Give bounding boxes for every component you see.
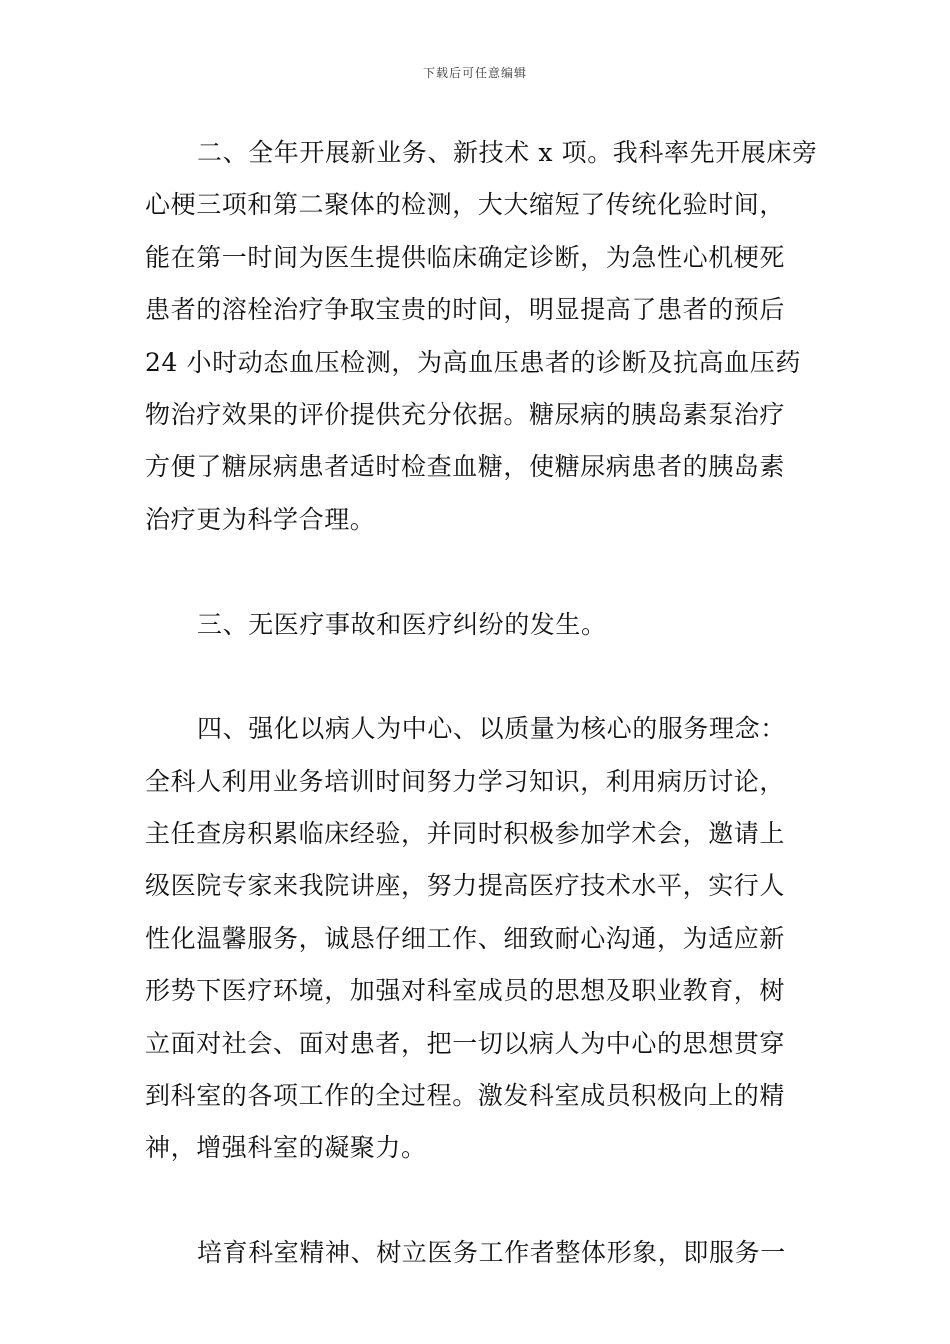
paragraph-5 (145, 1227, 805, 1279)
paragraph-3 (145, 599, 805, 651)
paragraph-line: 物治疗效果的评价提供充分依据。糖尿病的胰岛素泵治疗 (145, 399, 786, 429)
paragraph-spacer (145, 651, 805, 703)
paragraph-line: 能在第一时间为医生提供临床确定诊断，为急性心机梗死 (145, 242, 786, 272)
page-header: 下载后可任意编辑 (422, 66, 527, 80)
paragraph-line: 四、强化以病人为中心、以质量为核心的服务理念： (197, 714, 786, 744)
paragraph-line: 立面对社会、面对患者，把一切以病人为中心的思想贯穿 (145, 1028, 786, 1058)
paragraph-line: 全科人利用业务培训时间努力学习知识，利用病历讨论， (145, 766, 786, 796)
paragraph-4 (145, 703, 805, 1175)
document-body (145, 127, 818, 1280)
paragraph-line: 级医院专家来我院讲座，努力提高医疗技术水平，实行人 (145, 871, 786, 901)
paragraph-line: 心梗三项和第二聚体的检测，大大缩短了传统化验时间， (145, 190, 786, 220)
paragraph-line: 性化温馨服务，诚恳仔细工作、细致耐心沟通，为适应新 (145, 923, 786, 953)
paragraph-line: 主任查房积累临床经验，并同时积极参加学术会，邀请上 (145, 819, 786, 849)
paragraph-line: 二、全年开展新业务、新技术 x 项。我科率先开展床旁 (197, 138, 818, 167)
paragraph-line: 培育科室精神、树立医务工作者整体形象，即服务一 (197, 1238, 786, 1268)
paragraph-line: 到科室的各项工作的全过程。激发科室成员积极向上的精 (145, 1081, 786, 1111)
paragraph-line: 三、无医疗事故和医疗纠纷的发生。 (197, 609, 607, 639)
paragraph-spacer (145, 1175, 805, 1227)
paragraph-line: 治疗更为科学合理。 (145, 504, 376, 534)
paragraph-line: 方便了糖尿病患者适时检查血糖，使糖尿病患者的胰岛素 (145, 452, 786, 482)
paragraph-2 (145, 127, 818, 546)
paragraph-line: 24 小时动态血压检测，为高血压患者的诊断及抗高血压药 (145, 347, 801, 377)
paragraph-line: 患者的溶栓治疗争取宝贵的时间，明显提高了患者的预后 (145, 295, 786, 325)
paragraph-line: 形势下医疗环境，加强对科室成员的思想及职业教育，树 (145, 976, 786, 1006)
paragraph-line: 神，增强科室的凝聚力。 (145, 1133, 427, 1163)
paragraph-spacer (145, 546, 805, 598)
